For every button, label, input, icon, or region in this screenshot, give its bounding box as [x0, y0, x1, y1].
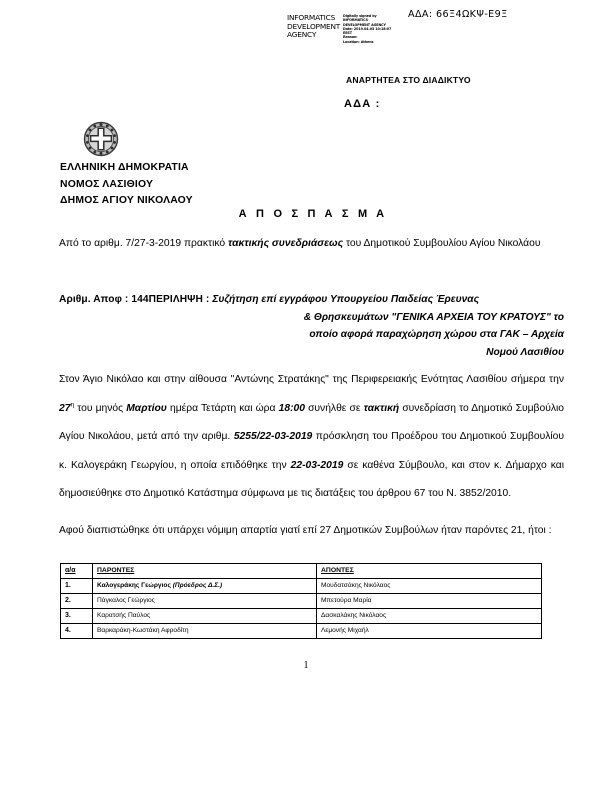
table-row: [61, 579, 542, 594]
quorum-paragraph: Αφού διαπιστώθηκε ότι υπάρχει νόμιμη απαρτία γιατί επί 27 Δημοτικών Συμβούλων ήταν παρόντες 21, ήτοι :: [59, 525, 552, 536]
upload-notice: ΑΝΑΡΤΗΤΕΑ ΣΤΟ ΔΙΑΔΙΚΤΥΟ: [346, 75, 471, 85]
intro-paragraph: [59, 232, 563, 256]
decision-summary-label: ΠΕΡΙΛΗΨΗ :: [148, 294, 213, 305]
ada-code: ΑΔΑ: 66Ξ4ΩΚΨ-Ε9Ξ: [408, 9, 508, 20]
table-row: [61, 609, 542, 624]
signature-detail-line: EEST: [343, 31, 352, 36]
table-row: [61, 594, 542, 609]
body-session-type: τακτική: [363, 402, 400, 414]
intro-suffix: του Δημοτικού Συμβουλίου Αγίου Νικολάου: [343, 238, 541, 249]
row-absent: Μπετούρα Μαρία: [317, 594, 542, 609]
row-present: Βαρκαράκη-Κωστάκη Αφροδίτη: [93, 624, 317, 639]
signature-detail-line: Digitally signed by: [343, 14, 377, 18]
signature-detail-line: DEVELOPMENT AGENCY: [343, 22, 386, 27]
row-index: 3.: [61, 609, 93, 624]
row-index: 2.: [61, 594, 93, 609]
body-time: 18:00: [278, 402, 305, 414]
header-index: α/α: [61, 564, 93, 579]
body-day-suffix: η: [70, 401, 75, 409]
org-line-prefecture: ΝΟΜΟΣ ΛΑΣΙΘΙΟΥ: [60, 178, 154, 190]
digital-signature-stamp: [287, 14, 392, 44]
organization-block: [60, 160, 193, 210]
body-text-2: του μηνός: [74, 402, 127, 414]
decision-summary-line-2: & Θρησκευμάτων "ΓΕΝΙΚΑ ΑΡΧΕΙΑ ΤΟΥ ΚΡΑΤΟΥΣ" το: [303, 311, 564, 323]
intro-prefix: Από το αριθμ. 7/27-3-2019 πρακτικό: [59, 238, 228, 249]
decision-summary-block: [59, 291, 564, 361]
attendance-table: [60, 563, 542, 639]
signature-detail-line: Date: 2019.04.03 10:18:07: [343, 26, 391, 31]
body-day: 27: [59, 402, 71, 414]
signature-agency-name: INFORMATICS DEVELOPMENT AGENCY: [287, 13, 341, 40]
row-absent: Λεμονής Μιχαήλ: [317, 624, 542, 639]
table-header-row: [61, 564, 542, 579]
greek-coat-of-arms-icon: [83, 121, 119, 157]
row-index: 1.: [61, 579, 93, 594]
row-present: Πάγκαλος Γεώργιος: [93, 594, 317, 609]
body-text-7: σε καθένα Σύμβουλο, και στον κ. Δήμαρχο και δημοσιεύθηκε στο Δημοτικό Κατάστημα σύμφωνα με τις διατάξεις του άρθρου 67 του Ν. 3852/2010.: [59, 459, 564, 499]
body-text-5: συνεδρίαση το Δημοτικό Συμβούλιο Αγίου Νικολάου, μετά από την αριθμ.: [59, 402, 564, 442]
body-text-6: πρόσκληση του Προέδρου του Δημοτικού Συμβουλίου κ. Καλογεράκη Γεωργίου, η οποία επιδόθηκε την: [59, 431, 564, 471]
signature-detail-line: Reason:: [343, 35, 358, 40]
intro-session-type: τακτικής συνεδριάσεως: [227, 238, 344, 249]
org-line-republic: ΕΛΛΗΝΙΚΗ ΔΗΜΟΚΡΑΤΙΑ: [60, 162, 189, 173]
header-absent: ΑΠΟΝΤΕΣ: [317, 564, 542, 579]
body-text-4: συνήλθε σε: [304, 402, 364, 414]
body-served-date: 22-03-2019: [290, 459, 344, 471]
page-number: 1: [303, 660, 309, 671]
decision-summary-line-3: οποίο αφορά παραχώρηση χώρου στα ΓΑΚ – Αρχεία: [309, 329, 564, 340]
org-line-municipality: ΔΗΜΟΣ ΑΓΙΟΥ ΝΙΚΟΛΑΟΥ: [60, 195, 193, 206]
signature-detail-line: Location: Athens: [343, 39, 374, 44]
body-month: Μαρτίου: [126, 402, 167, 414]
decision-summary-line-4: Νομού Λασιθίου: [486, 346, 564, 358]
header-present: ΠΑΡΟΝΤΕΣ: [93, 564, 317, 579]
decision-summary-line-1: Συζήτηση επί εγγράφου Υπουργείου Παιδείας Έρευνας: [212, 294, 480, 305]
document-title: Α Π Ο Σ Π Α Σ Μ Α: [238, 208, 388, 220]
row-absent: Μουδατσάκης Νικόλαος: [317, 579, 542, 594]
body-paragraph: [59, 366, 564, 509]
body-protocol-number: 5255/22-03-2019: [233, 431, 313, 442]
row-present: Καρατσής Παύλος: [93, 609, 317, 624]
decision-number: Αριθμ. Αποφ : 144: [59, 294, 149, 305]
body-text-1: Στον Άγιο Νικόλαο και στην αίθουσα "Αντώνης Στρατάκης" της Περιφερειακής Ενότητας Λασιθίου σήμερα την: [59, 374, 564, 385]
row-present-role: (Πρόεδρος Δ.Σ.): [172, 582, 223, 589]
body-text-3: ημέρα Τετάρτη και ώρα: [166, 402, 279, 414]
row-present: Καλογεράκης Γεώργιος (Πρόεδρος Δ.Σ.): [93, 579, 317, 594]
row-absent: Δασκαλάκης Νικόλαος: [317, 609, 542, 624]
signature-detail-block: [343, 14, 391, 44]
row-index: 4.: [61, 624, 93, 639]
ada-label: ΑΔΑ :: [344, 98, 381, 110]
table-row: [61, 624, 542, 639]
signature-detail-line: INFORMATICS: [343, 18, 368, 23]
